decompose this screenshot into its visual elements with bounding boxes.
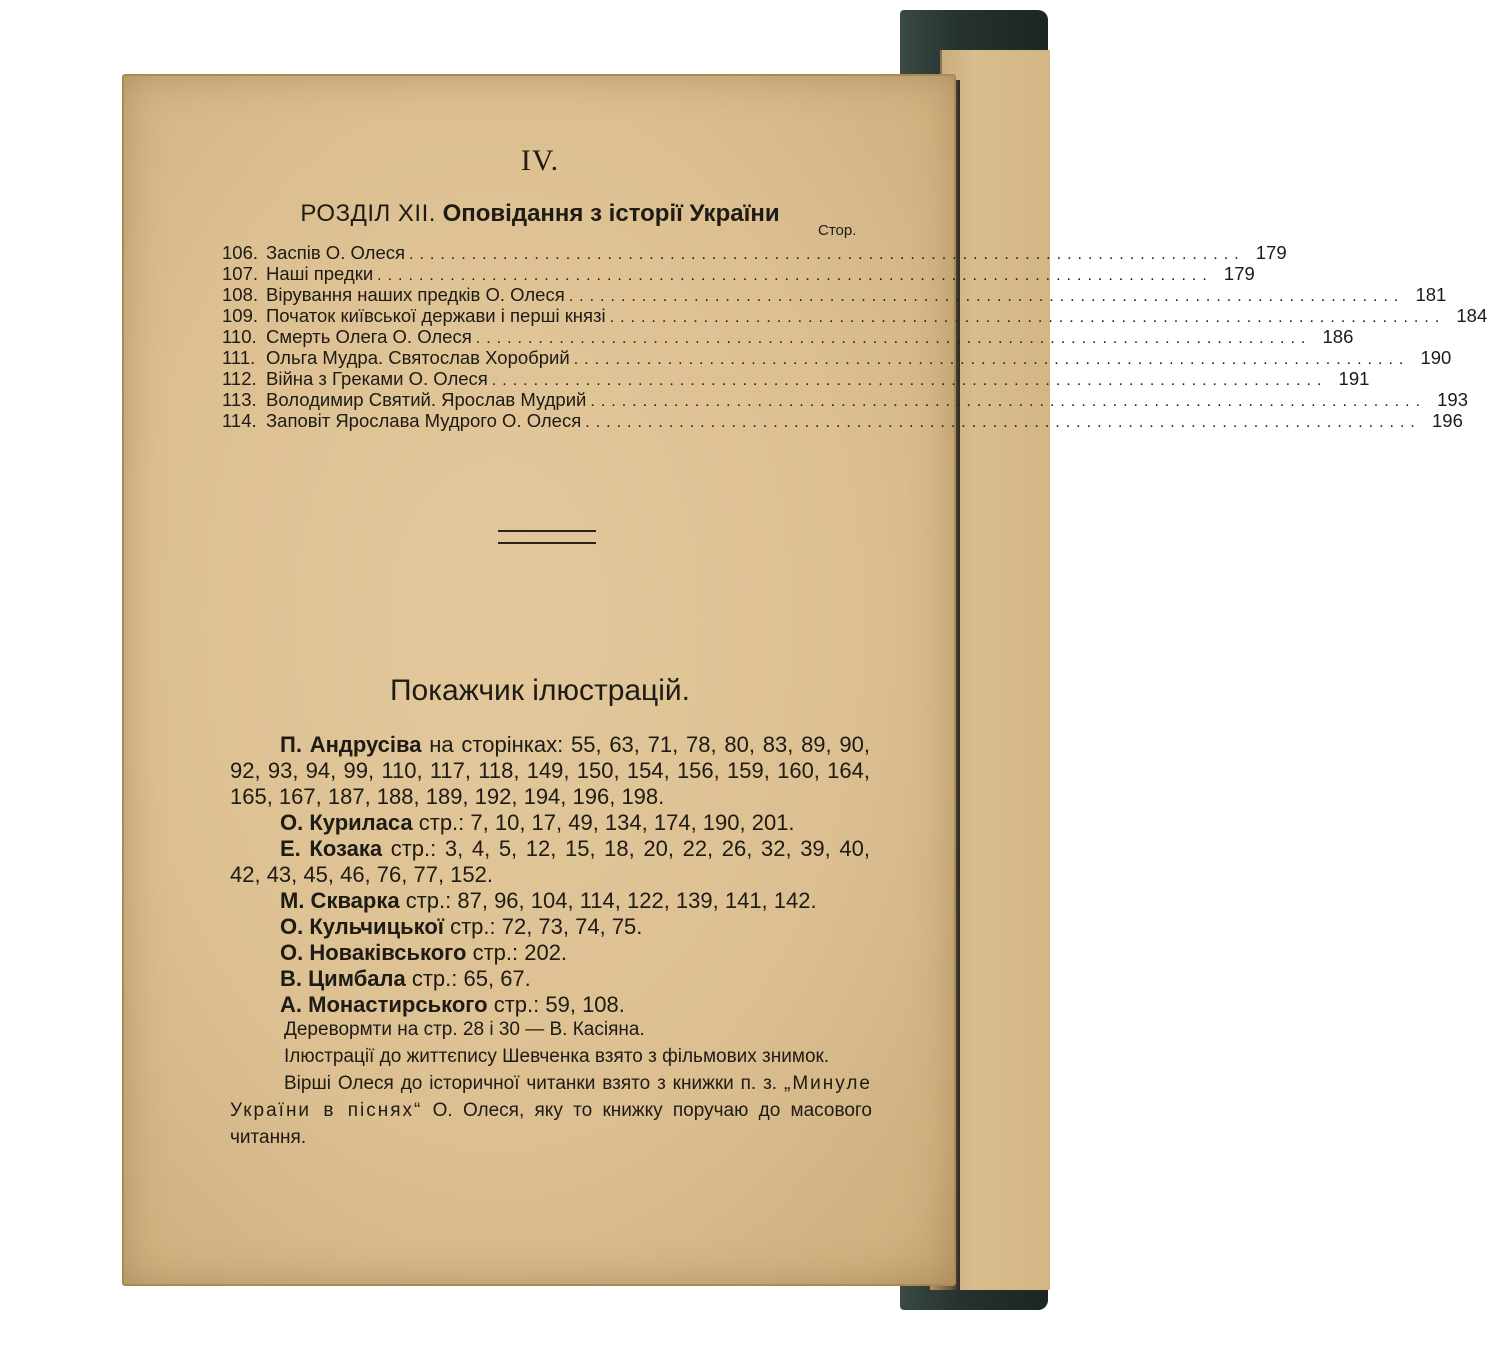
illustrator-entry [230,732,870,810]
illustrator-name: О. Новаківського [280,940,467,965]
toc-leader-dots: ................................................................................ [585,414,1421,431]
toc-number: 109. [222,305,259,326]
toc-number: 106. [222,242,259,263]
toc-row [222,263,1255,284]
toc-title: Володимир Святий. Ярослав Мудрий [266,389,587,410]
note-woodcuts: Деревормти на стр. 28 і 30 — В. Касіяна. [284,1019,645,1040]
section-title [0,200,1080,228]
illustrator-entry [230,940,870,966]
toc-title: Війна з Греками О. Олеся [266,368,488,389]
illustrator-name: О. Кульчицької [280,914,444,939]
illustrator-entry [230,888,870,914]
illustrations-index [230,732,870,1018]
toc-number: 110. [222,326,257,347]
toc-row [222,389,1469,410]
illustrator-name: А. Монастирського [280,992,488,1017]
toc-page: 191 [1338,368,1370,389]
toc-title: Початок київської держави і перші князі [266,305,606,326]
illustrator-entry [230,992,870,1018]
note-book-title: „Минуле України в піснях“ [230,1073,872,1121]
section-label: РОЗДІЛ XII. [300,200,436,227]
illustrator-pages: стр.: 202. [466,940,568,965]
illustrator-pages: стр.: 59, 108. [487,992,625,1017]
illustrator-pages: стр.: 87, 96, 104, 114, 122, 139, 141, 142. [399,888,817,913]
toc-page: 184 [1456,305,1487,326]
toc-title: Смерть Олега О. Олеся [266,326,472,347]
illustrator-name: М. Скварка [280,888,400,913]
notes [230,1016,872,1151]
toc-page: 179 [1223,263,1255,284]
toc-number: 114. [222,410,257,431]
toc-number: 111. [222,347,256,368]
toc-leader-dots: ................................................................................ [573,351,1410,368]
toc-leader-dots: ................................................................................ [590,393,1427,410]
note-verses-text-2: О. Олеся, яку то книжку поручаю до масового читання. [230,1100,872,1148]
toc-leader-dots: ................................................................................ [568,288,1405,305]
illustrator-pages: стр.: 3, 4, 5, 12, 15, 18, 20, 22, 26, 32, 39, 40, 42, 43, 45, 46, 76, 77, 152. [230,836,870,887]
toc-row [222,242,1287,263]
toc-page: 181 [1415,284,1447,305]
toc-leader-dots: ................................................................................ [377,267,1213,284]
toc-leader-dots: ................................................................................ [609,309,1446,326]
illustrator-name: Е. Козака [280,836,383,861]
toc-row [222,347,1452,368]
illustrations-title: Покажчик ілюстрацій. [389,674,690,707]
toc-row [222,284,1447,305]
illustrator-pages: на сторінках: 55, 63, 71, 78, 80, 83, 89, 90, 92, 93, 94, 99, 110, 117, 118, 149, 150, 154, 156, 159, 160, 164, 165, 167, 187, 188, 189, 192, 194, 196, 198. [230,732,870,809]
toc-leader-dots: ................................................................................ [409,246,1245,263]
toc-number: 112. [222,368,257,389]
toc-page: 190 [1420,347,1452,368]
toc-row [222,368,1370,389]
toc-row [222,326,1354,347]
toc-leader-dots: ................................................................................ [475,330,1312,347]
page-column-label: Стор. [818,222,857,239]
toc-title: Наші предки [266,263,374,284]
toc-title: Ольга Мудра. Святослав Хоробрий [266,347,570,368]
toc-row [222,410,1463,431]
table-of-contents [222,242,1487,431]
section-name: Оповідання з історії України [442,200,780,227]
toc-leader-dots: ................................................................................ [491,372,1328,389]
toc-number: 108. [222,284,259,305]
toc-page: 193 [1437,389,1469,410]
illustrator-name: П. Андрусіва [280,732,422,757]
illustrator-name: В. Цимбала [280,966,406,991]
illustrator-entry [230,836,870,888]
illustrator-entry [230,810,870,836]
illustrator-pages: стр.: 7, 10, 17, 49, 134, 174, 190, 201. [412,810,795,835]
double-rule-divider [498,530,596,544]
note-shevchenko: Ілюстрації до життєпису Шевченка взято з фільмових знимок. [284,1046,830,1067]
toc-page: 196 [1432,410,1463,431]
toc-page: 179 [1255,242,1287,263]
toc-title: Заспів О. Олеся [266,242,406,263]
page-number: IV. [520,144,560,177]
toc-number: 113. [222,389,257,410]
toc-title: Заповіт Ярослава Мудрого О. Олеся [266,410,582,431]
illustrator-pages: стр.: 72, 73, 74, 75. [443,914,643,939]
toc-page: 186 [1322,326,1354,347]
illustrator-entry [230,966,870,992]
note-verses-text-1: Вірші Олеся до історичної читанки взято з книжки п. з. [284,1073,784,1094]
note-verses [230,1070,872,1151]
illustrator-pages: стр.: 65, 67. [405,966,531,991]
illustrator-entry [230,914,870,940]
toc-title: Вірування наших предків О. Олеся [266,284,565,305]
illustrator-name: О. Куриласа [280,810,413,835]
toc-number: 107. [222,263,259,284]
toc-row [222,305,1487,326]
